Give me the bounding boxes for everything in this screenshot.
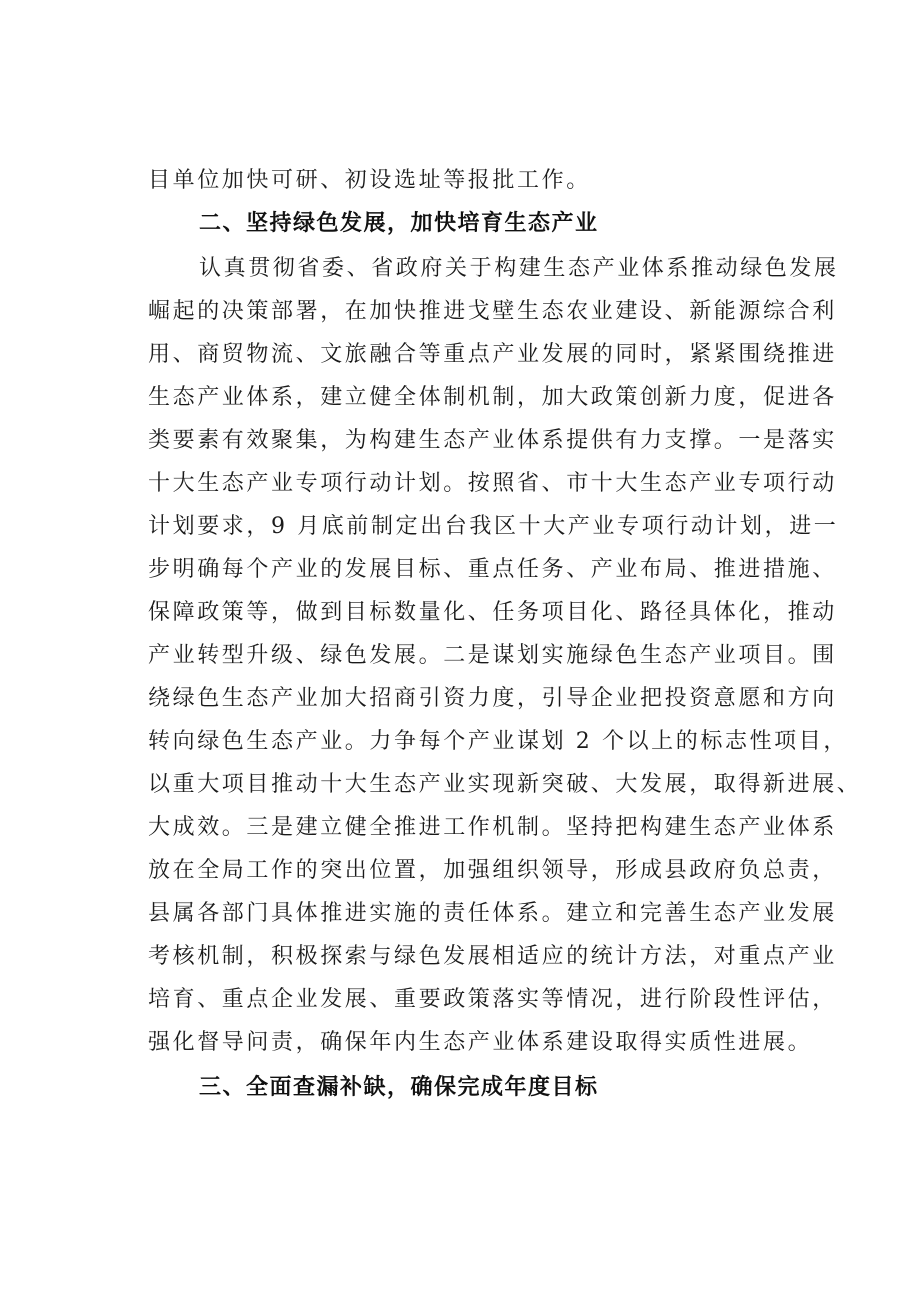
- paragraph-line: 计划要求，9 月底前制定出台我区十大产业专项行动计划，进一: [148, 514, 839, 539]
- paragraph-line: 目单位加快可研、初设选址等报批工作。: [148, 168, 591, 193]
- paragraph-line: 十大生态产业专项行动计划。按照省、市十大生态产业专项行动: [148, 471, 837, 496]
- section-heading-2: 二、坚持绿色发展，加快培育生态产业: [199, 211, 599, 236]
- paragraph-line: 考核机制，积极探索与绿色发展相适应的统计方法，对重点产业: [148, 944, 837, 969]
- paragraph-line: 以重大项目推动十大生态产业实现新突破、大发展，取得新进展、: [148, 772, 862, 797]
- paragraph-line: 大成效。三是建立健全推进工作机制。坚持把构建生态产业体系: [148, 815, 837, 840]
- paragraph-line: 生态产业体系，建立健全体制机制，加大政策创新力度，促进各: [148, 385, 837, 410]
- paragraph-line: 县属各部门具体推进实施的责任体系。建立和完善生态产业发展: [148, 901, 837, 926]
- paragraph-line: 产业转型升级、绿色发展。二是谋划实施绿色生态产业项目。围: [148, 643, 837, 668]
- paragraph-line: 转向绿色生态产业。力争每个产业谋划 2 个以上的标志性项目，: [148, 729, 848, 754]
- paragraph-line: 绕绿色生态产业加大招商引资力度，引导企业把投资意愿和方向: [148, 686, 837, 711]
- paragraph-line: 类要素有效聚集，为构建生态产业体系提供有力支撑。一是落实: [148, 428, 837, 453]
- paragraph-line: 培育、重点企业发展、重要政策落实等情况，进行阶段性评估，: [148, 987, 837, 1012]
- paragraph-first-line: 认真贯彻省委、省政府关于构建生态产业体系推动绿色发展: [199, 256, 839, 281]
- paragraph-line: 保障政策等，做到目标数量化、任务项目化、路径具体化，推动: [148, 600, 837, 625]
- paragraph-line: 崛起的决策部署，在加快推进戈壁生态农业建设、新能源综合利: [148, 299, 837, 324]
- paragraph-line: 强化督导问责，确保年内生态产业体系建设取得实质性进展。: [148, 1030, 813, 1055]
- paragraph-line: 步明确每个产业的发展目标、重点任务、产业布局、推进措施、: [148, 557, 837, 582]
- paragraph-line: 用、商贸物流、文旅融合等重点产业发展的同时，紧紧围绕推进: [148, 342, 837, 367]
- paragraph-line: 放在全局工作的突出位置，加强组织领导，形成县政府负总责，: [148, 858, 837, 883]
- section-heading-3: 三、全面查漏补缺，确保完成年度目标: [199, 1075, 599, 1100]
